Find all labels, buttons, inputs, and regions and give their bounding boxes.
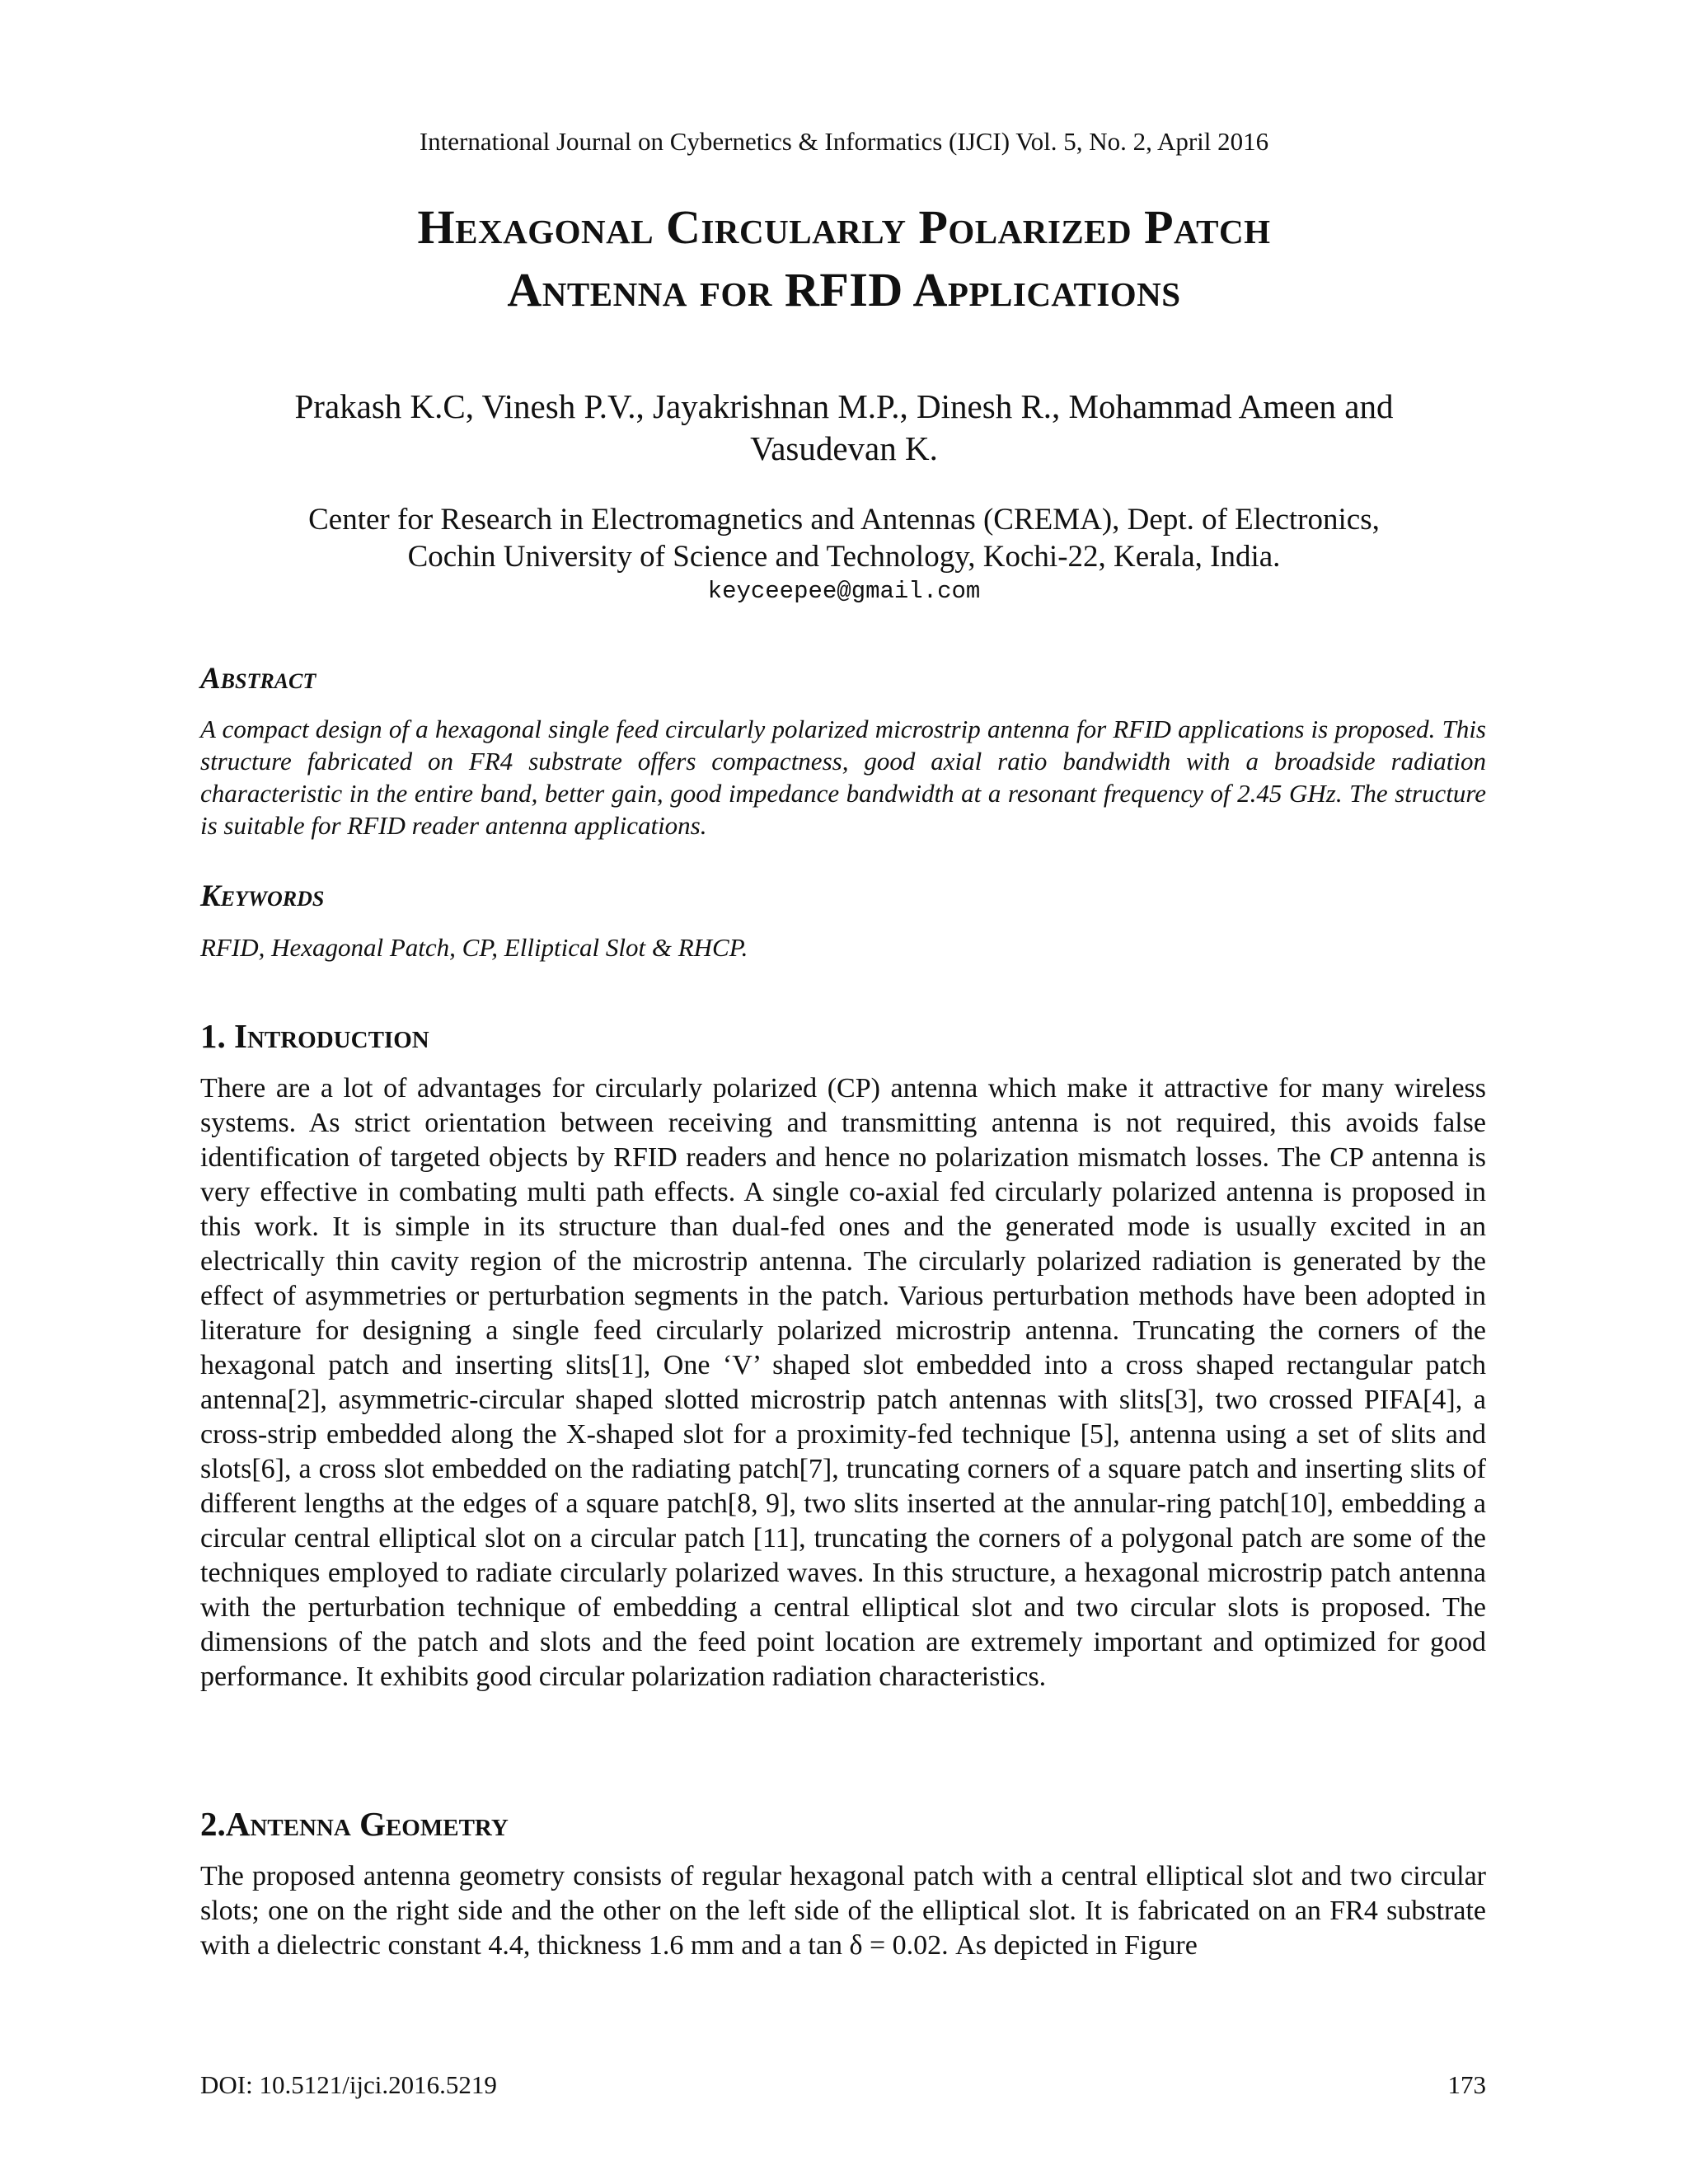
running-head: International Journal on Cybernetics & Informatics (IJCI) Vol. 5, No. 2, April 2016 xyxy=(419,127,1269,156)
paper-title-line-1: Hexagonal Circularly Polarized Patch xyxy=(417,200,1271,254)
abstract-heading: Abstract xyxy=(200,662,316,696)
affiliation-line-1: Center for Research in Electromagnetics and Antennas (CREMA), Dept. of Electronics, xyxy=(308,503,1380,537)
antenna-geometry-text: The proposed antenna geometry consists of regular hexagonal patch with a central elliptical slot and two circular slots; one on the right side and the other on the left side of the elliptical slot. It is fabricated on an FR4 substrate with a dielectric constant 4.4, thickness 1.6 mm and a tan δ = 0.02. As depicted in Figure xyxy=(200,1861,1486,1961)
keywords-text: RFID, Hexagonal Patch, CP, Elliptical Slot & RHCP. xyxy=(200,933,748,962)
affiliation xyxy=(0,501,1688,575)
author-list-line-1: Prakash K.C, Vinesh P.V., Jayakrishnan M.P., Dinesh R., Mohammad Ameen and xyxy=(294,387,1394,425)
doi-footer[interactable]: DOI: 10.5121/ijci.2016.5219 xyxy=(200,2070,497,2099)
antenna-geometry-heading: 2.Antenna Geometry xyxy=(200,1805,509,1843)
author-email[interactable]: keyceepee@gmail.com xyxy=(707,578,981,605)
abstract-text: A compact design of a hexagonal single feed circularly polarized microstrip antenna for RFID applications is proposed. This structure fabricated on FR4 substrate offers compactness, good axial ratio bandwidth with a broadside radiation characteristic in the entire band, better gain, good impedance bandwidth at a resonant frequency of 2.45 GHz. The structure is suitable for RFID reader antenna applications. xyxy=(200,715,1486,840)
paper-title-line-2: Antenna for RFID Applications xyxy=(507,263,1181,316)
page-number: 173 xyxy=(1447,2070,1486,2099)
author-list-line-2: Vasudevan K. xyxy=(750,429,938,467)
author-list xyxy=(0,386,1688,470)
keywords-heading: Keywords xyxy=(200,879,325,913)
paper-title xyxy=(0,196,1688,321)
introduction-heading: 1. Introduction xyxy=(200,1017,429,1055)
affiliation-line-2: Cochin University of Science and Technology, Kochi-22, Kerala, India. xyxy=(407,540,1281,574)
introduction-text: There are a lot of advantages for circularly polarized (CP) antenna which make it attractive for many wireless systems. As strict orientation between receiving and transmitting antenna is not required, this avoids false identification of targeted objects by RFID readers and hence no polarization mismatch losses. The CP antenna is very effective in combating multi path effects. A single co-axial fed circularly polarized antenna is proposed in this work. It is simple in its structure than dual-fed ones and the generated mode is usually excited in an electrically thin cavity region of the microstrip antenna. The circularly polarized radiation is generated by the effect of asymmetries or perturbation segments in the patch. Various perturbation methods have been adopted in literature for designing a single feed circularly polarized microstrip antenna. Truncating the corners of the hexagonal patch and inserting slits[1], One ‘V’ shaped slot embedded into a cross shaped rectangular patch antenna[2], asymmetric-circular shaped slotted microstrip patch antennas with slits[3], two crossed PIFA[4], a cross-strip embedded along the X-shaped slot for a proximity-fed technique [5], antenna using a set of slits and slots[6], a cross slot embedded on the radiating patch[7], truncating corners of a square patch and inserting slits of different lengths at the edges of a square patch[8, 9], two slits inserted at the annular-ring patch[10], embedding a circular central elliptical slot on a circular patch [11], truncating the corners of a polygonal patch are some of the techniques employed to radiate circularly polarized waves. In this structure, a hexagonal microstrip patch antenna with the perturbation technique of embedding a central elliptical slot and two circular slots is proposed. The dimensions of the patch and slots and the feed point location are extremely important and optimized for good performance. It exhibits good circular polarization radiation characteristics. xyxy=(200,1073,1486,1692)
